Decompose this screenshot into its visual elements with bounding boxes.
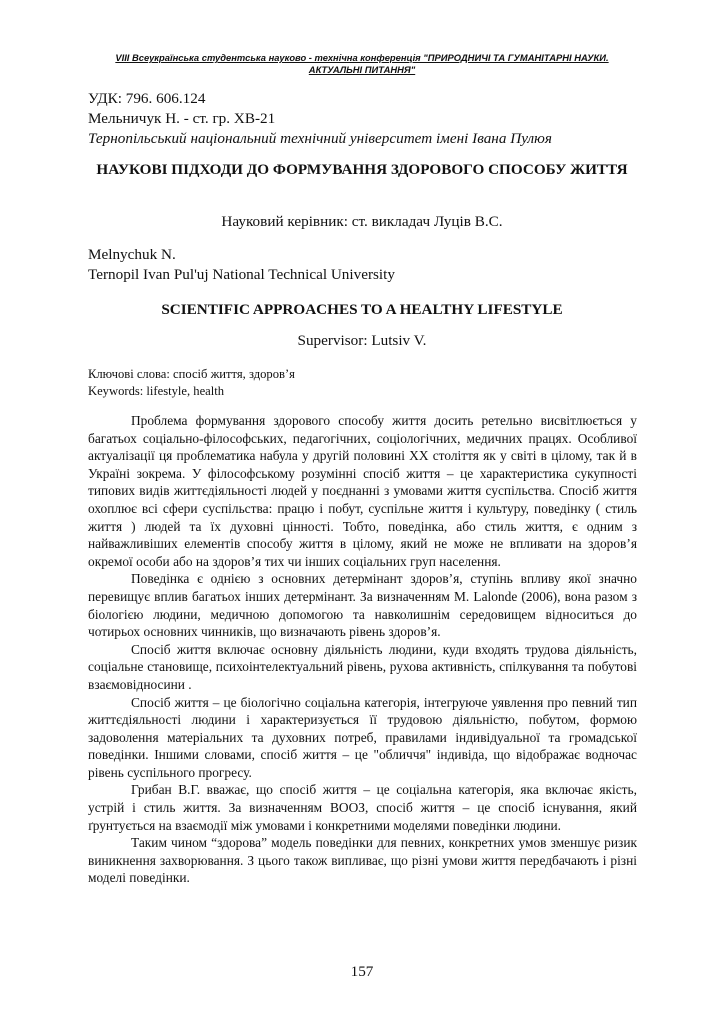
supervisor-ua: Науковий керівник: ст. викладач Луців В.С. [221, 213, 503, 230]
paragraph: Таким чином “здорова” модель поведінки для певних, конкретних умов зменшує ризик виникнення захворювання. З цього також випливає, що різні умови життя передбачають і різні моделі поведінки. [88, 835, 637, 886]
keywords-en: Keywords: lifestyle, health [88, 384, 225, 398]
paragraph: Проблема формування здорового способу життя досить ретельно висвітлюється у багатьох соціально-філософських, педагогічних, соціологічних, медичних працях. Особливої актуалізації ця проблематика набула у другій половині ХХ століття як у світі в цілому, так й в Україні зокрема. У філософському розумінні спосіб життя – це характеристика сукупності типових видів життєдіяльності людей у поєднанні з умовами життя суспільства. Спосіб життя охоплює всі сфери суспільства: працю і побут, суспільне життя і культуру, поведінку ( стиль життя ) людей та їх духовні цінності. Тобто, поведінка, або стиль життя, є одним з найважливіших елементів способу життя в цілому, який не може не впливати на здоров’я окремої особи або на здоров’я тих чи інших соціальних груп населення. [88, 413, 637, 569]
running-header-line-1: VIII Всеукраїнська студентська науково - технічна конференція "ПРИРОДНИЧІ ТА ГУМАНІТАРНІ НАУКИ. [115, 52, 609, 63]
paper-title-en: SCIENTIFIC APPROACHES TO A HEALTHY LIFESTYLE [161, 301, 563, 318]
paragraph: Спосіб життя – це біологічно соціальна категорія, інтегруюче уявлення про певний тип життєдіяльності людини і характеризується її трудовою діяльністю, побутом, формою задоволення матеріальних та духовних потреб, правилами індивідуальної та громадської поведінки. Іншими словами, спосіб життя – це "обличчя" індивіда, що відображає водночас рівень суспільного прогресу. [88, 694, 637, 780]
body-text [88, 412, 637, 887]
paper-title-ua: НАУКОВІ ПІДХОДИ ДО ФОРМУВАННЯ ЗДОРОВОГО СПОСОБУ ЖИТТЯ [96, 161, 628, 178]
running-header [88, 52, 636, 76]
author-name-ua: Мельничук Н. - ст. гр. ХВ-21 [88, 110, 276, 127]
supervisor-en: Supervisor: Lutsiv V. [297, 332, 427, 349]
paragraph: Грибан В.Г. вважає, що спосіб життя – це соціальна категорія, яка включає якість, устрій і стиль життя. За визначенням ВООЗ, спосіб життя – це спосіб існування, який ґрунтується на взаємодії між умовами і конкретними моделями поведінки людини. [88, 782, 637, 833]
affiliation-en: Ternopil Ivan Pul'uj National Technical University [88, 266, 395, 283]
author-block-ua [88, 89, 636, 149]
author-name-en: Melnychuk N. [88, 246, 176, 263]
udc-code: УДК: 796. 606.124 [88, 90, 206, 107]
author-block-en [88, 245, 636, 285]
affiliation-ua: Тернопільський національний технічний університет імені Івана Пулюя [88, 130, 552, 147]
keywords-ua: Ключові слова: спосіб життя, здоров’я [88, 367, 295, 381]
paragraph: Спосіб життя включає основну діяльність людини, куди входять трудова діяльність, соціальне становище, психоінтелектуальний рівень, рухова активність, спілкування та побутові взаємовідносини . [88, 641, 637, 692]
page-number: 157 [350, 963, 374, 980]
paragraph: Поведінка є однією з основних детермінант здоров’я, ступінь впливу якої значно перевищує вплив багатьох інших детермінант. За визначенням M. Lalonde (2006), вона разом з біологією людини, медичною допомогою та навколишнім середовищем відноситься до чотирьох основних чинників, що визначають рівень здоров’я. [88, 571, 637, 640]
keywords-block [88, 366, 636, 400]
running-header-line-2: АКТУАЛЬНІ ПИТАННЯ" [308, 64, 416, 75]
